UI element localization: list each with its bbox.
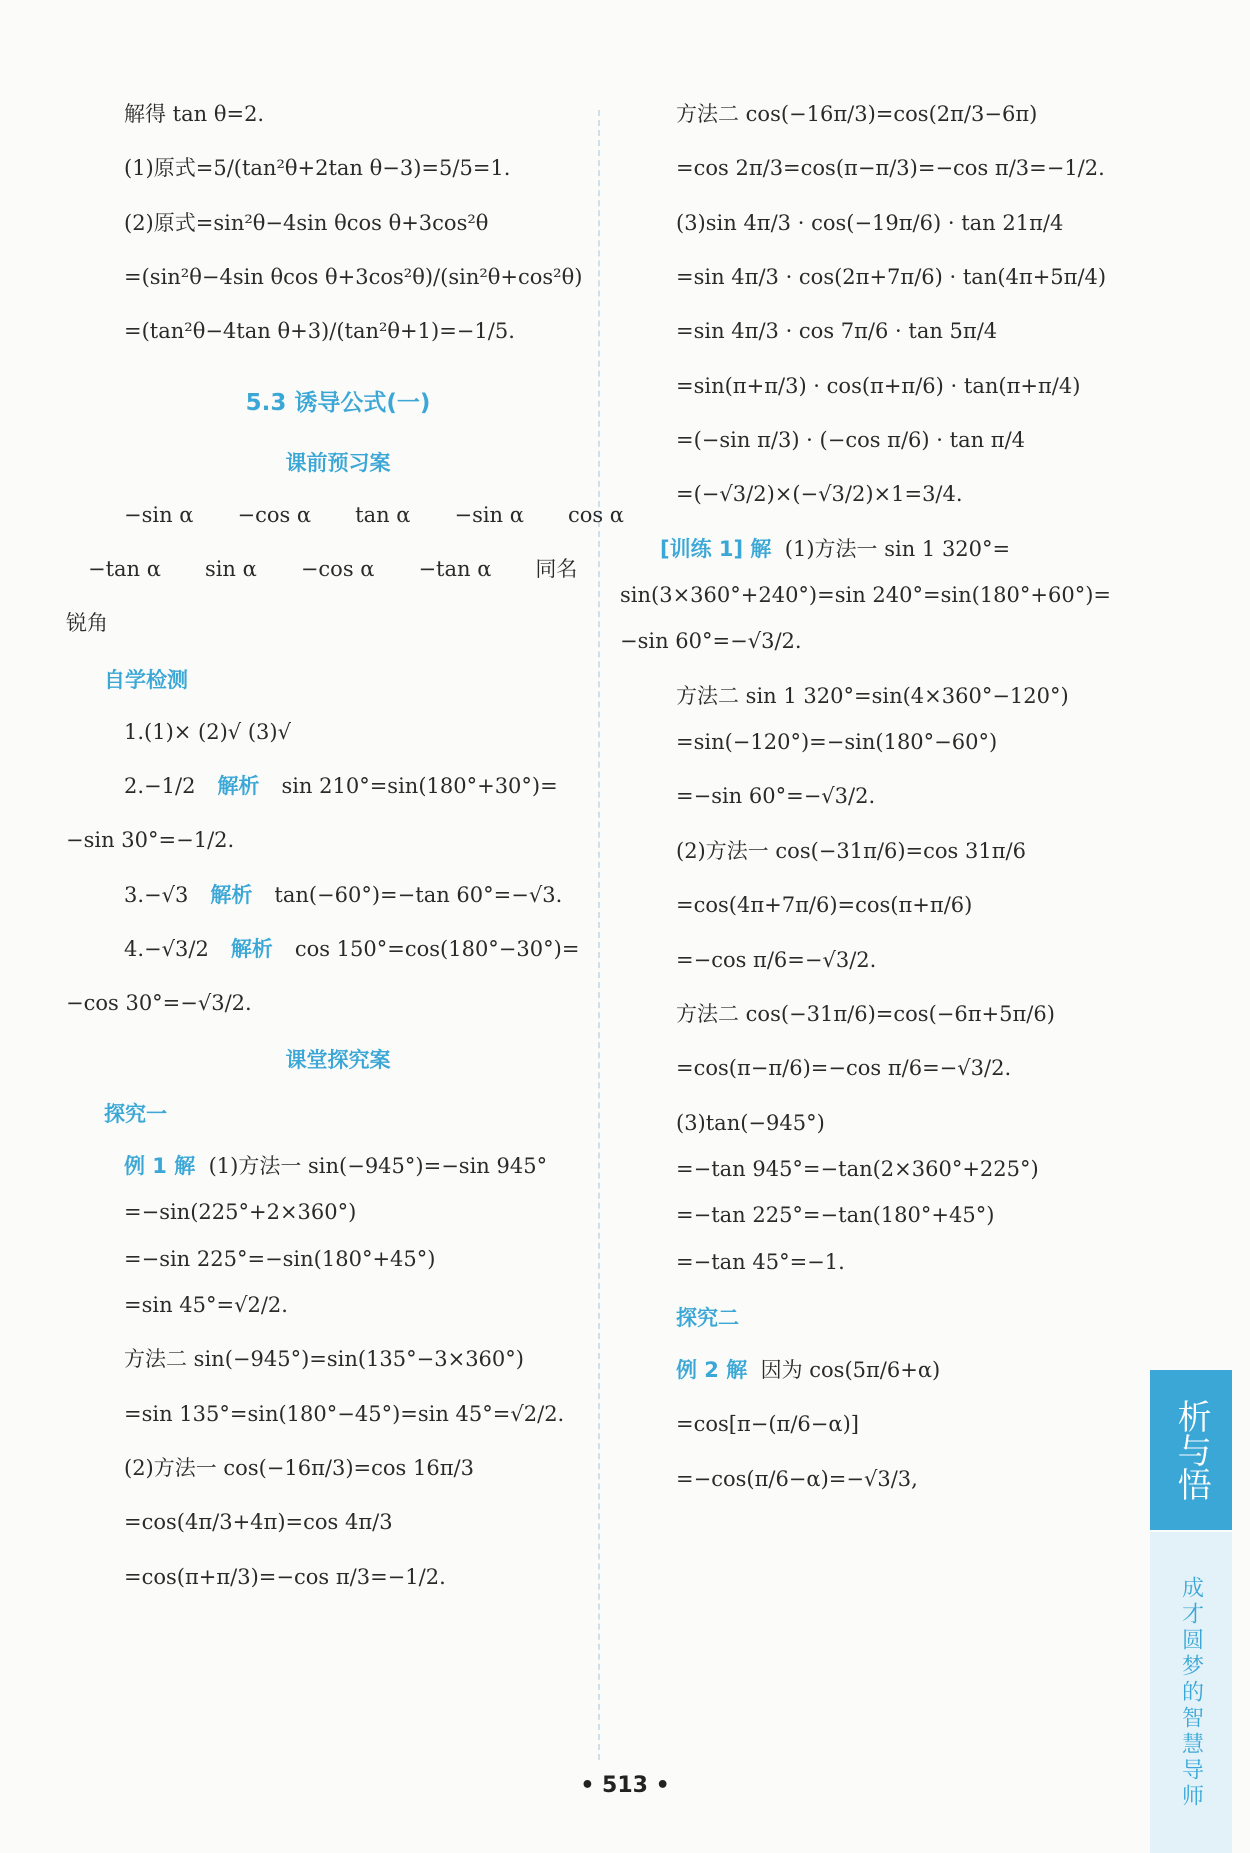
formula-line: =−tan 225°=−tan(180°+45°) [676,1203,995,1228]
formula-line: =sin 45°=√2/2. [124,1292,288,1317]
side-tab-logo: 析与悟 [1150,1370,1232,1530]
formula-line: (3)sin 4π/3 · cos(−19π/6) · tan 21π/4 [676,210,1064,235]
formula-line: (1)原式=5/(tan²θ+2tan θ−3)=5/5=1. [124,156,511,181]
blank: −sin α [454,502,524,527]
example-label: 例 2 解 [676,1357,748,1382]
formula-line: 方法二 sin(−945°)=sin(135°−3×360°) [124,1347,524,1372]
section-title: 5.3 诱导公式(一) [245,389,431,416]
solution: sin 210°=sin(180°+30°)= [281,774,558,799]
training-1-line [640,535,1120,563]
formula-line: (2)原式=sin²θ−4sin θcos θ+3cos²θ [124,210,489,235]
answer: 4.−√3/2 [124,937,209,962]
example-2-line [640,1356,1120,1384]
solution: 因为 cos(5π/6+α) [760,1357,941,1382]
blank: −tan α [418,557,492,582]
blank: tan α [355,502,411,527]
explore-1-heading: 探究一 [104,1101,167,1126]
formula-line: =−sin(225°+2×360°) [124,1200,357,1225]
question-3 [88,881,588,909]
formula-line: −sin 60°=−√3/2. [620,629,802,654]
formula-line: =cos(4π/3+4π)=cos 4π/3 [124,1510,393,1535]
blank: −tan α [88,557,161,582]
example-label: 例 1 解 [124,1153,196,1178]
formula-line: =sin 4π/3 · cos(2π+7π/6) · tan(4π+5π/4) [676,265,1107,290]
formula-line: =cos(π+π/3)=−cos π/3=−1/2. [124,1564,446,1589]
formula-line: =cos(π−π/6)=−cos π/6=−√3/2. [676,1056,1012,1081]
blanks-row-3: 锐角 [66,611,108,636]
example-1-line [88,1152,588,1180]
answer: 2.−1/2 [124,774,196,799]
hint-label: 解析 [210,882,253,907]
solution: (1)方法一 sin(−945°)=−sin 945° [208,1153,548,1178]
solution: (1)方法一 sin 1 320°= [784,536,1011,561]
formula-line: =−cos(π/6−α)=−√3/3, [676,1466,918,1491]
answer: 3.−√3 [124,882,189,907]
side-motto: 成才圆梦的智慧导师 [1150,1532,1232,1853]
formula-line: =(tan²θ−4tan θ+3)/(tan²θ+1)=−1/5. [124,319,515,344]
left-column [66,100,624,1617]
training-label: [训练 1] 解 [660,536,772,561]
formula-line: 方法二 sin 1 320°=sin(4×360°−120°) [676,683,1069,708]
formula-line: 方法二 cos(−31π/6)=cos(−6π+5π/6) [676,1001,1055,1026]
solve-line: 解得 tan θ=2. [124,102,265,126]
question-2 [88,772,588,800]
pre-study-title: 课前预习案 [285,450,391,475]
column-divider [598,110,600,1760]
hint-label: 解析 [217,774,260,799]
formula-line: =(−sin π/3) · (−cos π/6) · tan π/4 [676,428,1026,453]
formula-line: =sin(−120°)=−sin(180°−60°) [676,730,998,755]
right-column [620,100,1120,1519]
question-4-cont: −cos 30°=−√3/2. [66,991,252,1016]
formula-line: =cos 2π/3=cos(π−π/3)=−cos π/3=−1/2. [676,156,1105,181]
formula-line: =sin(π+π/3) · cos(π+π/6) · tan(π+π/4) [676,373,1081,398]
question-1: 1.(1)× (2)√ (3)√ [124,719,291,744]
blanks-row-1 [88,501,624,529]
hint-label: 解析 [230,937,273,962]
formula-line: =cos(4π+7π/6)=cos(π+π/6) [676,893,973,918]
page-number: • 513 • [580,1773,670,1798]
formula-line: =sin 4π/3 · cos 7π/6 · tan 5π/4 [676,319,998,344]
formula-line: =(sin²θ−4sin θcos θ+3cos²θ)/(sin²θ+cos²θ) [124,265,583,290]
question-2-cont: −sin 30°=−1/2. [66,828,235,853]
class-explore-title: 课堂探究案 [285,1047,391,1072]
formula-line: =(−√3/2)×(−√3/2)×1=3/4. [676,482,963,507]
self-check-heading: 自学检测 [104,667,188,692]
blank: 同名 [535,557,578,582]
formula-line: (2)方法一 cos(−16π/3)=cos 16π/3 [124,1455,474,1480]
blank: −cos α [237,502,312,527]
blank: cos α [567,502,624,527]
formula-line: (2)方法一 cos(−31π/6)=cos 31π/6 [676,838,1026,863]
explore-2-heading: 探究二 [676,1305,739,1330]
solution: cos 150°=cos(180°−30°)= [294,937,580,962]
blank: sin α [204,557,257,582]
question-4 [88,935,588,963]
formula-line: =−sin 225°=−sin(180°+45°) [124,1246,436,1271]
formula-line: sin(3×360°+240°)=sin 240°=sin(180°+60°)= [620,583,1111,608]
formula-line: (3)tan(−945°) [676,1110,825,1135]
formula-line: =−cos π/6=−√3/2. [676,947,877,972]
formula-line: =−tan 45°=−1. [676,1249,845,1274]
blanks-row-2 [88,555,588,583]
formula-line: =sin 135°=sin(180°−45°)=sin 45°=√2/2. [124,1401,565,1426]
formula-line: =cos[π−(π/6−α)] [676,1412,859,1437]
formula-line: =−sin 60°=−√3/2. [676,784,876,809]
formula-line: =−tan 945°=−tan(2×360°+225°) [676,1156,1039,1181]
formula-line: 方法二 cos(−16π/3)=cos(2π/3−6π) [676,102,1038,126]
blank: −sin α [124,502,194,527]
solution: tan(−60°)=−tan 60°=−√3. [274,882,563,907]
blank: −cos α [300,557,375,582]
